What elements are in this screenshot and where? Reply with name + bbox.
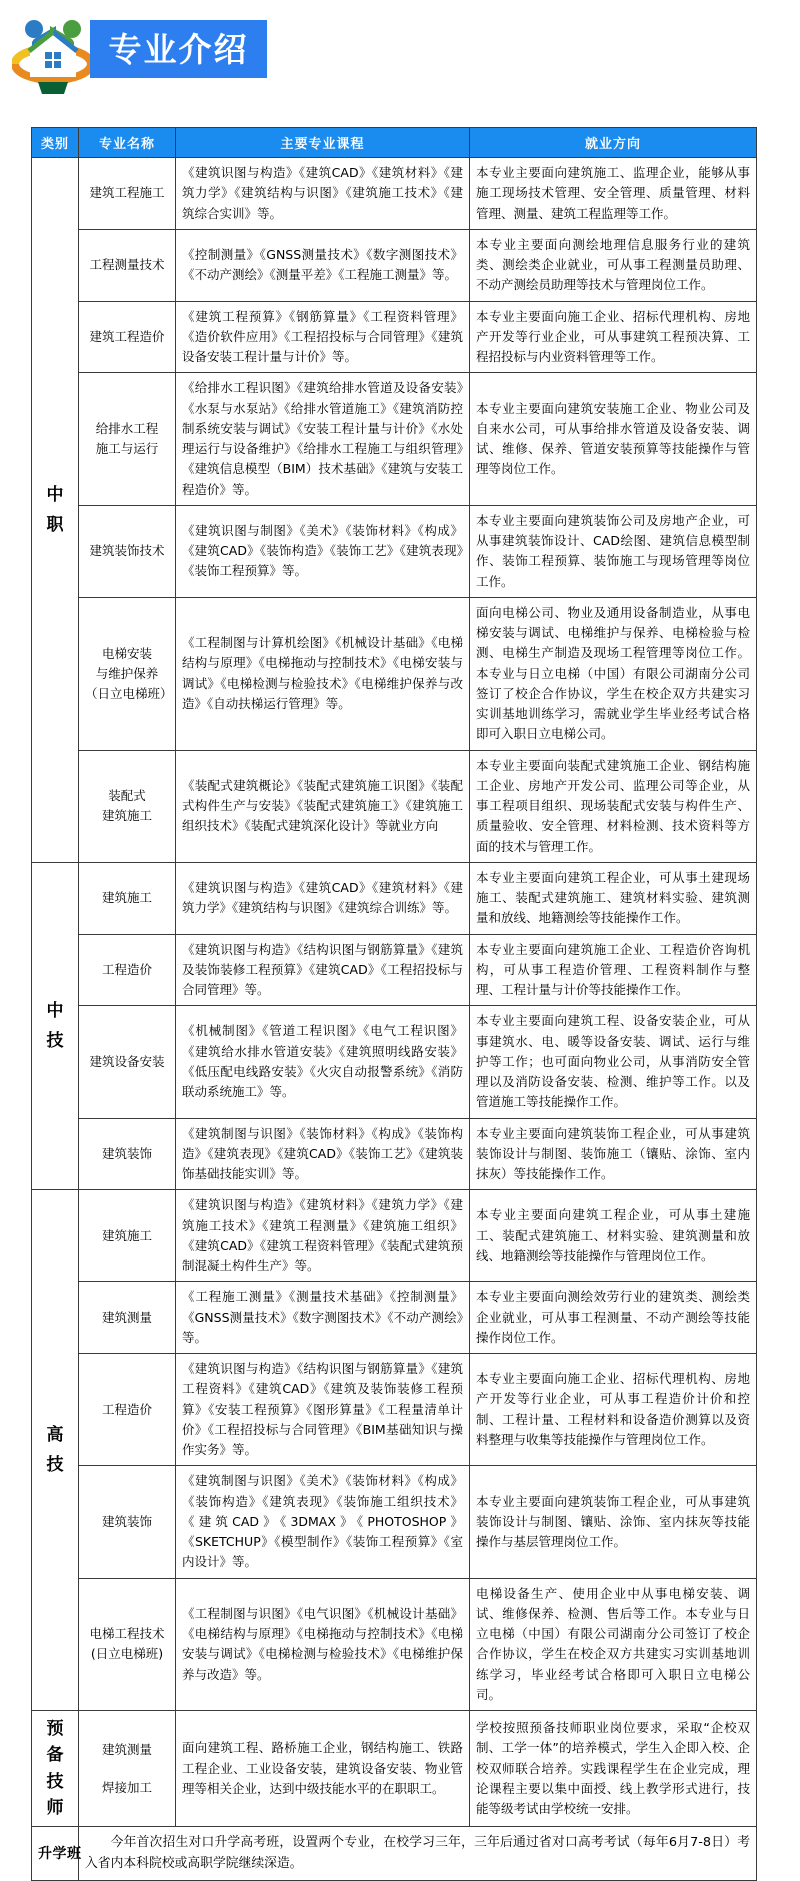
major-jobs: 本专业主要面向建筑施工企业、工程造价咨询机构，可从事工程造价管理、工程资料制作与整理、工程计量与计价等技能操作工作。 xyxy=(470,934,757,1006)
major-name: 建筑装饰 xyxy=(79,1118,176,1190)
major-jobs: 本专业主要面向建筑装饰公司及房地产企业，可从事建筑装饰设计、CAD绘图、建筑信息模型制作、装饰工程预算、装饰施工与现场管理等岗位工作。 xyxy=(470,505,757,597)
major-courses: 《工程施工测量》《测量技术基础》《控制测量》《GNSS测量技术》《数字测图技术》《不动产测绘》等。 xyxy=(176,1282,470,1354)
major-jobs: 本专业主要面向施工企业、招标代理机构、房地产开发等行业企业，可从事工程造价计价和控制、工程计量、工程材料和设备造价测算以及资料整理与收集等技能操作与管理岗位工作。 xyxy=(470,1354,757,1466)
table-row xyxy=(32,1006,757,1118)
major-jobs: 本专业主要面向建筑工程企业，可从事土建施工、装配式建筑施工、材料实验、建筑测量和放线、地籍测绘等技能操作与管理岗位工作。 xyxy=(470,1190,757,1282)
category-char: 师 xyxy=(46,1798,64,1819)
majors-table xyxy=(31,127,757,1881)
major-name: 建筑工程施工 xyxy=(79,158,176,230)
upgrade-class-note: 今年首次招生对口升学高考班，设置两个专业，在校学习三年，三年后通过省对口高考考试（每年6月7-8日）考入省内本科院校或高职学院继续深造。 xyxy=(79,1827,757,1880)
major-name: 装配式 建筑施工 xyxy=(79,750,176,862)
major-courses: 《建筑识图与构造》《结构识图与钢筋算量》《建筑工程资料》《建筑CAD》《建筑及装饰装修工程预算》《安装工程预算》《图形算量》《工程量清单计价》《工程招投标与合同管理》《BIM基础知识与操作实务》等。 xyxy=(176,1354,470,1466)
table-row-upgrade-class xyxy=(32,1827,757,1880)
category-label-预备技师 xyxy=(32,1711,79,1827)
major-name: 工程造价 xyxy=(79,1354,176,1466)
column-header-jobs: 就业方向 xyxy=(470,128,757,158)
table-row xyxy=(32,934,757,1006)
major-name: 建筑测量 xyxy=(79,1282,176,1354)
major-courses: 《建筑识图与制图》《美术》《装饰材料》《构成》《建筑CAD》《装饰构造》《装饰工艺》《建筑表现》《装饰工程预算》等。 xyxy=(176,505,470,597)
category-char: 技 xyxy=(46,1030,64,1051)
major-name: 电梯安装 与维护保养 （日立电梯班） xyxy=(79,597,176,750)
category-char: 技 xyxy=(46,1454,64,1475)
major-jobs: 本专业主要面向建筑安装施工企业、物业公司及自来水公司，可从事给排水管道及设备安装、调试、维修、保养、管道安装预算等技能操作与管理等岗位工作。 xyxy=(470,373,757,506)
category-char: 职 xyxy=(46,514,64,535)
major-jobs: 电梯设备生产、使用企业中从事电梯安装、调试、维修保养、检测、售后等工作。本专业与日立电梯（中国）有限公司湖南分公司签订了校企合作协议，学生在校企双方共建实习实训基地训练学习，毕业经考试合格即可入职日立电梯公司。 xyxy=(470,1578,757,1711)
major-courses: 《建筑识图与构造》《建筑CAD》《建筑材料》《建筑力学》《建筑结构与识图》《建筑施工技术》《建筑综合实训》等。 xyxy=(176,158,470,230)
column-header-courses: 主要专业课程 xyxy=(176,128,470,158)
major-name: 焊接加工 xyxy=(101,1779,152,1795)
category-char: 备 xyxy=(46,1745,64,1766)
major-name: 建筑设备安装 xyxy=(79,1006,176,1118)
category-char: 中 xyxy=(46,484,64,505)
category-label-upgrade: 升学班 xyxy=(32,1827,79,1880)
page-header xyxy=(0,0,800,108)
page-title: 专业介绍 xyxy=(108,29,249,69)
category-vertical-text xyxy=(38,996,72,1056)
major-jobs: 本专业主要面向测绘效劳行业的建筑类、测绘类企业就业，可从事工程测量、不动产测绘等技能操作岗位工作。 xyxy=(470,1282,757,1354)
column-header-major-name: 专业名称 xyxy=(79,128,176,158)
major-courses: 《建筑制图与识图》《美术》《装饰材料》《构成》《装饰构造》《建筑表现》《装饰施工组织技术》《建筑CAD》《3DMAX》《PHOTOSHOP》《SKETCHUP》《模型制作》《装饰工程预算》《室内设计》等。 xyxy=(176,1466,470,1578)
table-row xyxy=(32,1578,757,1711)
major-jobs: 面向电梯公司、物业及通用设备制造业，从事电梯安装与调试、电梯维护与保养、电梯检验与检测、电梯生产制造及现场工程管理等岗位工作。本专业与日立电梯（中国）有限公司湖南分公司签订了校企合作协议，学生在校企双方共建实习实训基地训练学习，需就业学生毕业经考试合格即可入职日立电梯公司。 xyxy=(470,597,757,750)
table-row xyxy=(32,229,757,301)
major-jobs: 本专业主要面向建筑装饰工程企业，可从事建筑装饰设计与制图、装饰施工（镶贴、涂饰、室内抹灰）等技能操作工作。 xyxy=(470,1118,757,1190)
table-row xyxy=(32,1466,757,1578)
category-label-中职 xyxy=(32,158,79,863)
table-body xyxy=(32,158,757,1881)
category-char: 预 xyxy=(46,1719,64,1739)
major-jobs: 本专业主要面向建筑施工、监理企业，能够从事施工现场技术管理、安全管理、质量管理、材料管理、测量、建筑工程监理等工作。 xyxy=(470,158,757,230)
major-courses: 《工程制图与计算机绘图》《机械设计基础》《电梯结构与原理》《电梯拖动与控制技术》《电梯安装与调试》《电梯检测与检验技术》《电梯维护保养与改造》《自动扶梯运行管理》等。 xyxy=(176,597,470,750)
page-title-banner xyxy=(90,20,267,78)
category-char: 技 xyxy=(46,1771,64,1792)
major-jobs: 学校按照预备技师职业岗位要求，采取“企校双制、工学一体”的培养模式，学生入企即入校、企校双师联合培养。实践课程学生在企业完成，理论课程主要以集中面授、线上教学形式进行，技能等级考试由学校统一安排。 xyxy=(470,1711,757,1827)
major-jobs: 本专业主要面向装配式建筑施工企业、钢结构施工企业、房地产开发公司、监理公司等企业，从事工程项目组织、现场装配式安装与构件生产、质量验收、安全管理、材料检测、技术资料等方面的技术与管理工作。 xyxy=(470,750,757,862)
table-header xyxy=(32,128,757,158)
major-courses: 《建筑制图与识图》《装饰材料》《构成》《装饰构造》《建筑表现》《建筑CAD》《装饰工艺》《建筑装饰基础技能实训》等。 xyxy=(176,1118,470,1190)
major-name: 建筑施工 xyxy=(79,862,176,934)
major-name: 给排水工程 施工与运行 xyxy=(79,373,176,506)
major-courses: 《工程制图与识图》《电气识图》《机械设计基础》《电梯结构与原理》《电梯拖动与控制技术》《电梯安装与调试》《电梯检测与检验技术》《电梯维护保养与改造》等。 xyxy=(176,1578,470,1711)
table-row xyxy=(32,862,757,934)
major-name: 建筑装饰技术 xyxy=(79,505,176,597)
category-char: 中 xyxy=(46,1000,64,1021)
table-row xyxy=(32,750,757,862)
major-name: 建筑测量 xyxy=(101,1741,152,1757)
category-vertical-text xyxy=(38,480,72,540)
column-header-category: 类别 xyxy=(32,128,79,158)
major-name: 工程测量技术 xyxy=(79,229,176,301)
table-row xyxy=(32,1711,757,1827)
major-name: 建筑工程造价 xyxy=(79,301,176,373)
major-name: 建筑装饰 xyxy=(79,1466,176,1578)
table-row xyxy=(32,1282,757,1354)
category-char: 高 xyxy=(46,1424,64,1445)
major-courses: 《给排水工程识图》《建筑给排水管道及设备安装》《水泵与水泵站》《给排水管道施工》《建筑消防控制系统安装与调试》《安装工程计量与计价》《水处理运行与设备维护》《给排水工程施工与组织管理》《建筑信息模型（BIM）技术基础》《建筑与安装工程造价》等。 xyxy=(176,373,470,506)
majors-table-container xyxy=(31,127,756,1881)
table-header-row xyxy=(32,128,757,158)
table-row xyxy=(32,301,757,373)
major-name: 建筑施工 xyxy=(79,1190,176,1282)
major-courses: 《机械制图》《管道工程识图》《电气工程识图》《建筑给水排水管道安装》《建筑照明线路安装》《低压配电线路安装》《火灾自动报警系统》《消防联动系统施工》等。 xyxy=(176,1006,470,1118)
major-courses: 《建筑工程预算》《钢筋算量》《工程资料管理》《造价软件应用》《工程招投标与合同管理》《建筑设备安装工程计量与计价》等。 xyxy=(176,301,470,373)
major-courses: 《建筑识图与构造》《建筑材料》《建筑力学》《建筑施工技术》《建筑工程测量》《建筑施工组织》《建筑CAD》《建筑工程资料管理》《装配式建筑预制混凝土构件生产》等。 xyxy=(176,1190,470,1282)
major-jobs: 本专业主要面向测绘地理信息服务行业的建筑类、测绘类企业就业，可从事工程测量员助理、不动产测绘员助理等技术与管理岗位工作。 xyxy=(470,229,757,301)
school-house-logo xyxy=(12,12,94,96)
category-label-中技 xyxy=(32,862,79,1190)
major-courses: 《建筑识图与构造》《建筑CAD》《建筑材料》《建筑力学》《建筑结构与识图》《建筑综合训练》等。 xyxy=(176,862,470,934)
major-name: 电梯工程技术 (日立电梯班) xyxy=(79,1578,176,1711)
category-vertical-text xyxy=(38,1420,72,1480)
major-courses: 《控制测量》《GNSS测量技术》《数字测图技术》《不动产测绘》《测量平差》《工程施工测量》等。 xyxy=(176,229,470,301)
major-courses: 面向建筑工程、路桥施工企业，钢结构施工、铁路工程企业、工业设备安装，建筑设备安装、物业管理等相关企业，达到中级技能水平的在职职工。 xyxy=(176,1711,470,1827)
table-row xyxy=(32,373,757,506)
major-jobs: 本专业主要面向施工企业、招标代理机构、房地产开发等行业企业，可从事建筑工程预决算、工程招投标与内业资料管理等工作。 xyxy=(470,301,757,373)
major-courses: 《建筑识图与构造》《结构识图与钢筋算量》《建筑及装饰装修工程预算》《建筑CAD》《工程招投标与合同管理》等。 xyxy=(176,934,470,1006)
major-courses: 《装配式建筑概论》《装配式建筑施工识图》《装配式构件生产与安装》《装配式建筑施工》《建筑施工组织技术》《装配式建筑深化设计》等就业方向 xyxy=(176,750,470,862)
table-row xyxy=(32,1118,757,1190)
major-jobs: 本专业主要面向建筑装饰工程企业，可从事建筑装饰设计与制图、镶贴、涂饰、室内抹灰等技能操作与基层管理岗位工作。 xyxy=(470,1466,757,1578)
table-row xyxy=(32,597,757,750)
table-row xyxy=(32,505,757,597)
major-name: 工程造价 xyxy=(79,934,176,1006)
table-row xyxy=(32,1190,757,1282)
category-vertical-text xyxy=(38,1716,72,1821)
category-label-高技 xyxy=(32,1190,79,1711)
major-jobs: 本专业主要面向建筑工程、设备安装企业，可从事建筑水、电、暖等设备安装、调试、运行与维护等工作；也可面向物业公司，从事消防安全管理以及消防设备安装、检测、维护等工作。以及管道施工等技能操作工作。 xyxy=(470,1006,757,1118)
major-jobs: 本专业主要面向建筑工程企业，可从事土建现场施工、装配式建筑施工、建筑材料实验、建筑测量和放线、地籍测绘等技能操作工作。 xyxy=(470,862,757,934)
table-row xyxy=(32,158,757,230)
table-row xyxy=(32,1354,757,1466)
prep-major-names xyxy=(79,1711,176,1827)
